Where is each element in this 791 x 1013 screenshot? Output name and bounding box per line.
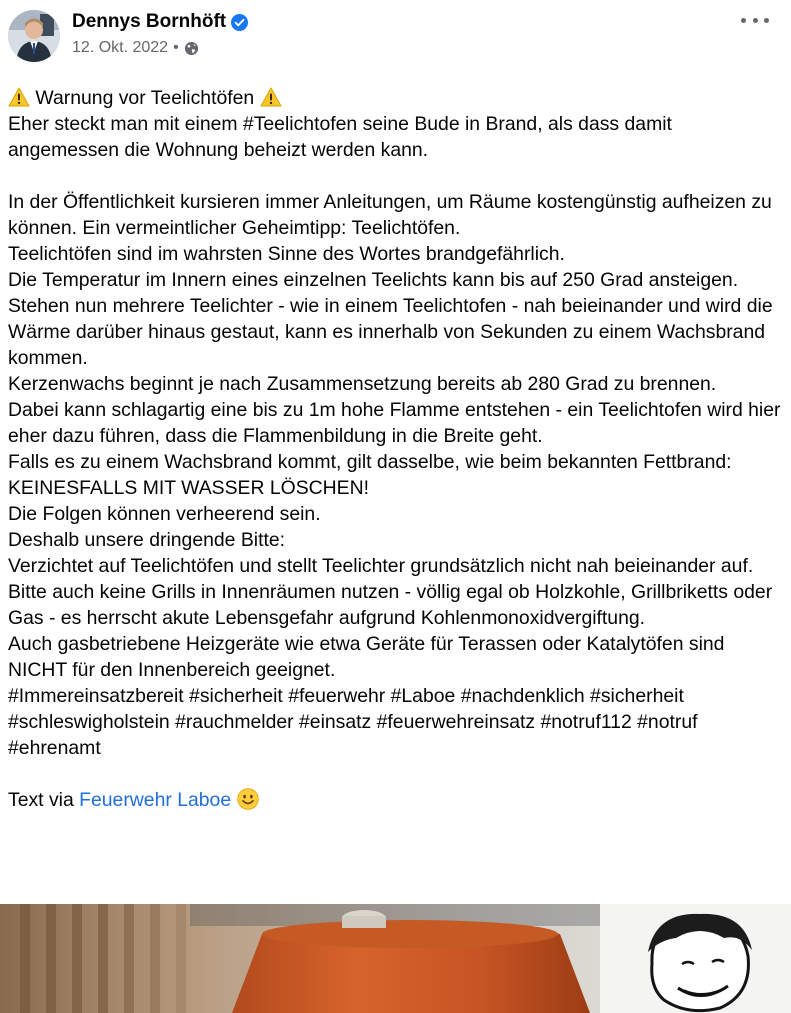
post-headline-row — [8, 85, 783, 111]
post-paragraph: Teelichtöfen sind im wahrsten Sinne des Wortes brandgefährlich. — [8, 243, 565, 265]
via-prefix: Text via — [8, 789, 80, 811]
smiley-icon — [237, 788, 259, 810]
paragraph-gap — [8, 163, 783, 189]
post-paragraph: Bitte auch keine Grills in Innenräumen nutzen - völlig egal ob Holzkohle, Grillbriketts oder Gas - es herrscht akute Lebensgefahr aufgrund Kohlenmonoxidvergiftung. — [8, 581, 778, 629]
post-paragraph: Deshalb unsere dringende Bitte: — [8, 529, 286, 551]
more-options-icon[interactable] — [741, 10, 769, 30]
warning-icon — [8, 87, 30, 107]
post-paragraph: Falls es zu einem Wachsbrand kommt, gilt dasselbe, wie beim bekannten Fettbrand: — [8, 451, 732, 473]
post-paragraph: KEINESFALLS MIT WASSER LÖSCHEN! — [8, 477, 369, 499]
post-text — [8, 85, 786, 813]
post-image[interactable] — [0, 904, 791, 1013]
avatar[interactable] — [8, 10, 60, 62]
post-intro: Eher steckt man mit einem #Teelichtofen seine Bude in Brand, als dass damit angemessen die Wohnung beheizt werden kann. — [8, 113, 678, 161]
author-row — [72, 10, 248, 34]
verified-badge-icon — [231, 14, 248, 31]
post-meta — [72, 38, 199, 58]
post-paragraph: Dabei kann schlagartig eine bis zu 1m hohe Flamme entstehen - ein Teelichtofen wird hier eher dazu führen, dass die Flammenbildung in die Breite geht. — [8, 399, 786, 447]
post-paragraph: Die Folgen können verheerend sein. — [8, 503, 321, 525]
more-dot — [741, 18, 746, 23]
post-paragraph: Auch gasbetriebene Heizgeräte wie etwa Geräte für Terassen oder Katalytöfen sind NICHT für den Innenbereich geeignet. — [8, 633, 730, 681]
post-paragraph: In der Öffentlichkeit kursieren immer Anleitungen, um Räume kostengünstig aufheizen zu können. Ein vermeintlicher Geheimtipp: Teelichtöfen. — [8, 191, 778, 239]
more-dot — [753, 18, 758, 23]
post-paragraph: Verzichtet auf Teelichtöfen und stellt Teelichter grundsätzlich nicht nah beieinander auf. — [8, 555, 754, 577]
meta-separator: • — [173, 39, 179, 56]
post-paragraph: Die Temperatur im Innern eines einzelnen Teelichts kann bis auf 250 Grad ansteigen. Stehen nun mehrere Teelichter - wie in einem Teelichtofen - nah beieinander und wird die Wärme darüber hinaus gestaut, kann es innerhalb von Sekunden zu einem Wachsbrand kommen. — [8, 269, 778, 369]
warning-icon — [260, 87, 282, 107]
post-via-row — [8, 787, 783, 813]
more-dot — [764, 18, 769, 23]
post-header — [0, 0, 791, 72]
via-link[interactable]: Feuerwehr Laboe — [79, 789, 232, 811]
post-headline: Warnung vor Teelichtöfen — [35, 87, 255, 109]
teelichtofen-photo — [0, 904, 791, 1013]
post-paragraph: Kerzenwachs beginnt je nach Zusammensetzung bereits ab 280 Grad zu brennen. — [8, 373, 717, 395]
globe-icon[interactable] — [184, 41, 199, 56]
post-hashtags: #Immereinsatzbereit #sicherheit #feuerwehr #Laboe #nachdenklich #sicherheit #schleswigholstein #rauchmelder #einsatz #feuerwehreinsatz #notruf112 #notruf #ehrenamt — [8, 685, 703, 759]
avatar-photo — [8, 10, 60, 62]
author-name[interactable]: Dennys Bornhöft — [72, 11, 227, 32]
post-date[interactable]: 12. Okt. 2022 — [72, 39, 169, 56]
paragraph-gap — [8, 761, 783, 787]
